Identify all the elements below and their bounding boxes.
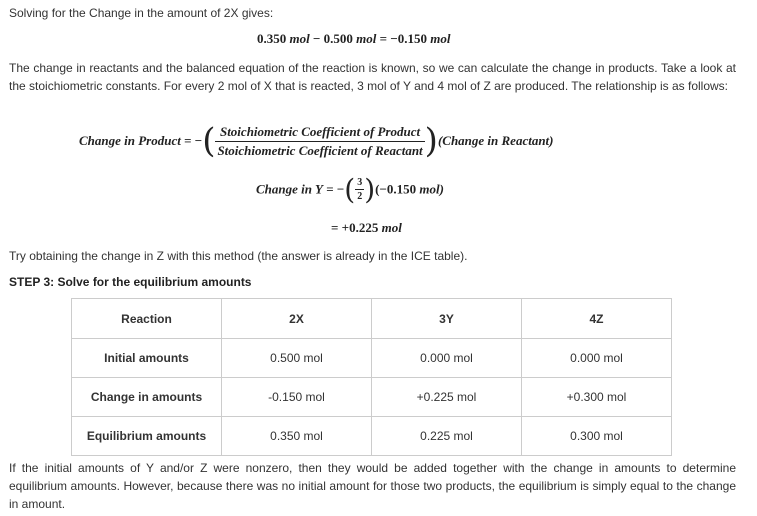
table-header-cell: 4Z	[522, 299, 672, 339]
eq2-right-paren: )	[424, 121, 438, 161]
eq2-denominator: Stoichiometric Coefficient of Reactant	[217, 142, 423, 158]
eq3-fraction	[355, 177, 364, 202]
eq3-right-paren: )	[364, 173, 376, 206]
table-row-label: Equilibrium amounts	[72, 417, 222, 456]
table-row	[72, 339, 672, 378]
eq2-numerator: Stoichiometric Coefficient of Product	[219, 123, 421, 139]
table-header-cell: 3Y	[372, 299, 522, 339]
eq2-equals-minus: = −	[184, 133, 203, 148]
eq2-fraction	[215, 124, 424, 159]
ice-table	[71, 298, 672, 456]
eq4-equals: =	[331, 220, 339, 235]
eq1-value-b: 0.500	[323, 31, 353, 46]
table-row-label: Initial amounts	[72, 339, 222, 378]
eq2-lhs: Change in Product	[79, 133, 181, 148]
eq3-left-paren: (	[344, 173, 356, 206]
eq3-rhs-unit: mol)	[419, 181, 444, 197]
table-row	[72, 417, 672, 456]
equation-result-y	[331, 220, 402, 236]
eq1-equals: =	[379, 31, 388, 46]
equation-change-2x	[257, 31, 450, 47]
table-cell: 0.000 mol	[522, 339, 672, 378]
eq3-rhs-value: (−0.150	[375, 181, 417, 197]
table-cell: +0.300 mol	[522, 378, 672, 417]
eq2-left-paren: (	[202, 121, 216, 161]
table-cell: 0.000 mol	[372, 339, 522, 378]
eq3-denominator: 2	[357, 191, 363, 202]
paragraph-equilibrium-explanation: If the initial amounts of Y and/or Z were nonzero, then they would be added together with the change in amounts to determine equilibrium amounts. However, because there was no initial amount for those two products, the equilibrium is simply equal to the change in amount.	[9, 461, 736, 511]
step3-heading: STEP 3: Solve for the equilibrium amounts	[9, 275, 252, 289]
eq4-unit: mol	[381, 220, 402, 235]
intro-text: Solving for the Change in the amount of 2X gives:	[9, 6, 274, 20]
table-cell: 0.225 mol	[372, 417, 522, 456]
equation-change-in-y	[256, 173, 444, 206]
eq3-numerator: 3	[357, 177, 363, 188]
eq1-unit-a: mol	[289, 31, 310, 46]
eq3-lhs: Change in Y	[256, 181, 323, 197]
table-header-row	[72, 299, 672, 339]
eq1-minus: −	[312, 31, 321, 46]
table-cell: 0.300 mol	[522, 417, 672, 456]
eq3-equals-minus: = −	[326, 181, 345, 197]
eq4-value: +0.225	[341, 220, 379, 235]
equation-change-in-product	[79, 121, 554, 161]
table-header-cell: 2X	[222, 299, 372, 339]
paragraph-stoichiometry: The change in reactants and the balanced equation of the reaction is known, so we can calculate the change in products. Take a look at the stoichiometric constants. For every 2 mol of X that is reacted, 3 mol of Y and 4 mol of Z are produced. The relationship is as follows:	[9, 61, 736, 93]
table-row	[72, 378, 672, 417]
eq2-fraction-bar	[215, 141, 424, 142]
table-row-label: Change in amounts	[72, 378, 222, 417]
eq2-rhs: (Change in Reactant)	[437, 133, 554, 148]
eq1-unit-c: mol	[430, 31, 451, 46]
eq1-unit-b: mol	[356, 31, 377, 46]
eq1-value-c: −0.150	[390, 31, 427, 46]
table-cell: 0.500 mol	[222, 339, 372, 378]
eq3-fraction-bar	[355, 189, 364, 190]
table-cell: 0.350 mol	[222, 417, 372, 456]
table-cell: +0.225 mol	[372, 378, 522, 417]
eq1-value-a: 0.350	[257, 31, 287, 46]
table-header-cell: Reaction	[72, 299, 222, 339]
table-cell: -0.150 mol	[222, 378, 372, 417]
paragraph-try-z: Try obtaining the change in Z with this method (the answer is already in the ICE table).	[9, 249, 468, 263]
